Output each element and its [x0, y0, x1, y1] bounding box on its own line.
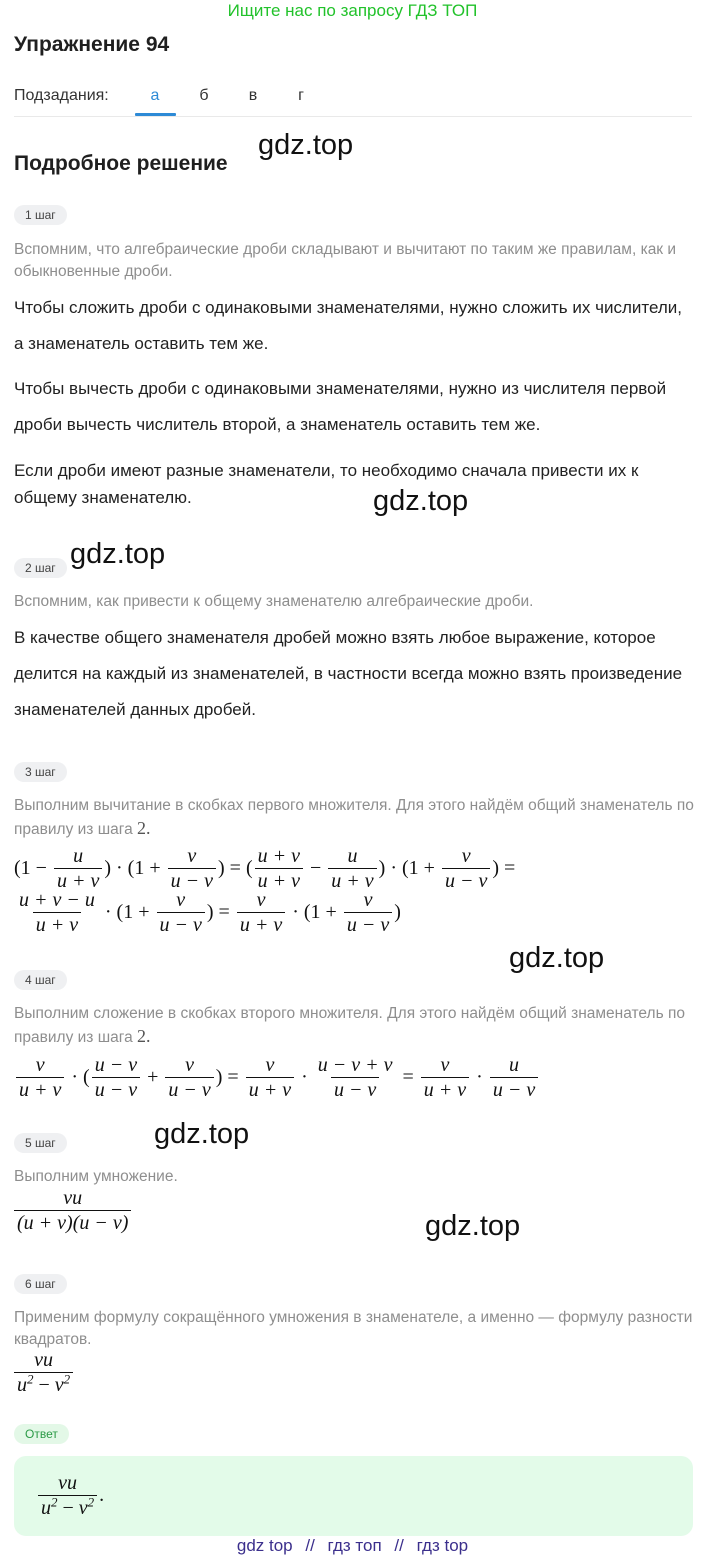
step-5-badge	[14, 1134, 67, 1152]
tabs-divider	[14, 116, 692, 117]
step-ref: 2.	[137, 1026, 151, 1046]
step-1-paragraph-2: Чтобы вычесть дроби с одинаковыми знаменателями, нужно из числителя первой дроби вычесть числитель второй, а знаменатель оставить тем же.	[14, 379, 667, 434]
step-4-note	[14, 1003, 694, 1049]
step-6-expression	[14, 1350, 75, 1395]
step-badge: 6 шаг	[14, 1274, 67, 1294]
step-1-badge	[14, 206, 67, 224]
step-4-equation: $\frac{v}{u + v}$ · ( $\frac{u - v}{u - v}$ + $\frac{v}{u - v}$ ) = $\frac{v}{u + v}$ · $\frac{u - v + v}{u - v}$ = $\frac{v}{u + v}$ · $\frac{u}{u - v}$	[14, 1055, 540, 1100]
watermark: gdz.top	[425, 1210, 521, 1242]
fraction: $\frac{v}{u - v}$	[168, 846, 216, 891]
footer-separator: //	[394, 1536, 404, 1555]
watermark: gdz.top	[258, 129, 354, 161]
step-2-paragraph-1: В качестве общего знаменателя дробей можно взять любое выражение, которое делится на каждый из знаменателей, в частности всегда можно взять произведение знаменателей данных дробей.	[14, 628, 683, 719]
search-banner[interactable]: Ищите нас по запросу ГДЗ ТОП	[227, 1, 478, 20]
answer-badge: Ответ	[14, 1424, 69, 1444]
step-badge: 4 шаг	[14, 970, 67, 990]
step-1-note: Вспомним, что алгебраические дроби складывают и вычитают по таким же правилам, как и обыкновенные дроби.	[14, 241, 677, 280]
fraction: $\frac{v}{u + v}$	[421, 1055, 469, 1100]
step-badge: 3 шаг	[14, 762, 67, 782]
step-ref: 2.	[137, 818, 151, 838]
tab-b[interactable]: б	[199, 87, 209, 104]
tab-v[interactable]: в	[248, 87, 258, 104]
step-3-equation-line-2: $\frac{u + v - u}{u + v}$ · ( 1 + $\frac{v}{u - v}$ ) = $\frac{v}{u + v}$ · ( 1 + $\frac{v}{u - v}$ )	[14, 890, 401, 935]
tab-a[interactable]: а	[150, 87, 160, 104]
step-6-badge	[14, 1275, 67, 1293]
fraction: $\frac{v}{u + v}$	[16, 1055, 64, 1100]
watermark: gdz.top	[154, 1118, 250, 1150]
fraction: $\frac{u}{u - v}$	[490, 1055, 538, 1100]
fraction: $\frac{v}{u - v}$	[165, 1055, 213, 1100]
fraction: $\frac{vu}{u^2 - v^2}$	[38, 1473, 97, 1518]
step-2-note: Вспомним, как привести к общему знаменателю алгебраические дроби.	[14, 593, 534, 610]
step-4-note-text: Выполним сложение в скобках второго множителя. Для этого найдём общий знаменатель по правилу из шага	[14, 1005, 685, 1046]
fraction: $\frac{vu}{u^2 - v^2}$	[14, 1350, 73, 1395]
fraction: $\frac{u}{u + v}$	[328, 846, 376, 891]
footer-link[interactable]: гдз топ	[327, 1536, 382, 1555]
fraction: $\frac{v}{u + v}$	[246, 1055, 294, 1100]
watermark: gdz.top	[70, 538, 166, 570]
footer-separator: //	[305, 1536, 315, 1555]
fraction: $\frac{v}{u - v}$	[157, 890, 205, 935]
step-badge: 2 шаг	[14, 558, 67, 578]
step-3-note-text: Выполним вычитание в скобках первого множителя. Для этого найдём общий знаменатель по правилу из шага	[14, 797, 694, 838]
fraction: $\frac{vu}{(u + v)(u - v)}$	[14, 1188, 131, 1233]
watermark: gdz.top	[509, 942, 605, 974]
fraction: $\frac{u - v}{u - v}$	[92, 1055, 140, 1100]
tab-g[interactable]: г	[298, 87, 304, 104]
fraction: $\frac{u + v - u}{u + v}$	[19, 889, 95, 936]
section-title: Подробное решение	[14, 152, 228, 175]
step-3-equation-line-1: ( 1 − $\frac{u}{u + v}$ ) · ( 1 + $\frac{v}{u - v}$ ) = ( $\frac{u + v}{u + v}$ − $\frac{u}{u + v}$ ) · ( 1 + $\frac{v}{u - v}$ ) =	[14, 845, 516, 892]
footer-link[interactable]: gdz top	[236, 1536, 293, 1555]
answer-expression: $\frac{vu}{u^2 - v^2}$ .	[38, 1473, 104, 1518]
fraction: $\frac{u}{u + v}$	[54, 846, 102, 891]
step-6-note: Применим формулу сокращённого умножения в знаменателе, а именно — формулу разности квадратов.	[14, 1309, 693, 1348]
fraction: $\frac{v}{u - v}$	[442, 846, 490, 891]
watermark: gdz.top	[373, 485, 469, 517]
fraction: $\frac{v}{u - v}$	[344, 890, 392, 935]
answer-box	[14, 1456, 693, 1536]
subtasks-label: Подзадания:	[14, 87, 109, 104]
step-1-paragraph-1: Чтобы сложить дроби с одинаковыми знаменателями, нужно сложить их числители, а знаменатель оставить тем же.	[14, 298, 682, 353]
step-3-note	[14, 795, 694, 841]
footer-links	[0, 1536, 705, 1556]
footer-link[interactable]: гдз top	[416, 1536, 469, 1555]
step-2-badge	[14, 559, 67, 577]
step-5-expression	[14, 1188, 133, 1233]
fraction: $\frac{u + v}{u + v}$	[255, 846, 303, 891]
step-4-badge	[14, 971, 67, 989]
answer-badge-wrap	[14, 1425, 69, 1443]
step-1-paragraph-3: Если дроби имеют разные знаменатели, то необходимо сначала привести их к общему знаменателю.	[14, 461, 639, 507]
page-title: Упражнение 94	[14, 33, 170, 56]
fraction: $\frac{u - v + v}{u - v}$	[317, 1054, 393, 1101]
step-3-badge	[14, 763, 67, 781]
step-badge: 1 шаг	[14, 205, 67, 225]
step-badge: 5 шаг	[14, 1133, 67, 1153]
step-5-note: Выполним умножение.	[14, 1168, 178, 1185]
fraction: $\frac{v}{u + v}$	[237, 890, 285, 935]
